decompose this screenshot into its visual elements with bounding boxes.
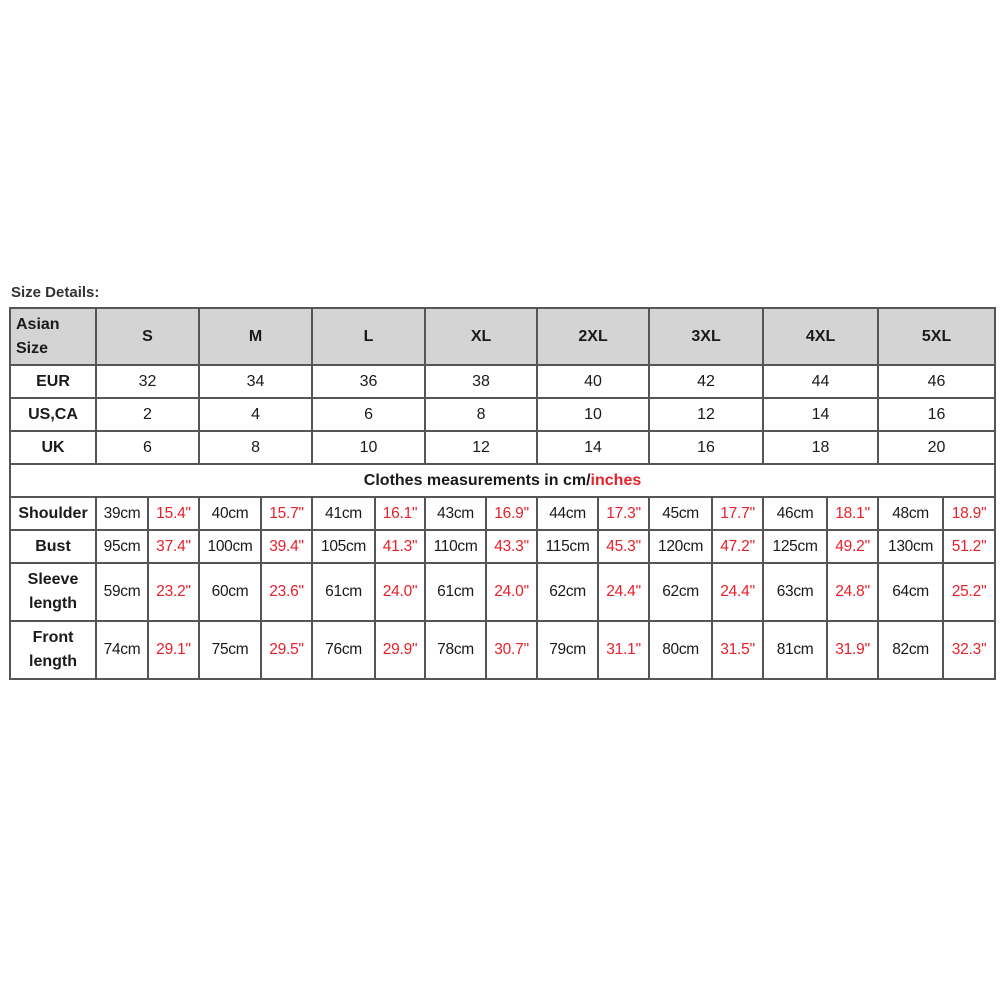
asian-size-label: Asian Size (10, 308, 96, 365)
measurement-cm: 81cm (763, 621, 827, 679)
measurement-cm: 64cm (878, 563, 943, 621)
measurement-cm: 45cm (649, 497, 712, 530)
measurement-row (10, 530, 995, 563)
conversion-label: UK (10, 431, 96, 464)
measurement-cm: 110cm (425, 530, 486, 563)
measurement-inches: 23.2" (148, 563, 199, 621)
conversion-value: 12 (425, 431, 537, 464)
measurement-cm: 79cm (537, 621, 598, 679)
conversion-value: 16 (878, 398, 995, 431)
conversion-value: 20 (878, 431, 995, 464)
measurement-inches: 24.4" (598, 563, 649, 621)
conversion-value: 14 (537, 431, 649, 464)
conversion-row (10, 398, 995, 431)
conversion-value: 38 (425, 365, 537, 398)
measurement-inches: 24.0" (486, 563, 537, 621)
size-header: M (199, 308, 312, 365)
measurement-cm: 76cm (312, 621, 375, 679)
measurement-inches: 16.1" (375, 497, 425, 530)
measurement-cm: 48cm (878, 497, 943, 530)
measurement-inches: 16.9" (486, 497, 537, 530)
measurement-inches: 23.6" (261, 563, 312, 621)
measurement-cm: 95cm (96, 530, 148, 563)
measurement-cm: 62cm (649, 563, 712, 621)
measurement-inches: 31.5" (712, 621, 763, 679)
measurement-inches: 24.0" (375, 563, 425, 621)
conversion-value: 12 (649, 398, 763, 431)
measurement-cm: 115cm (537, 530, 598, 563)
measurement-inches: 43.3" (486, 530, 537, 563)
measurement-inches: 37.4" (148, 530, 199, 563)
size-chart-body (10, 308, 995, 679)
size-header: 4XL (763, 308, 878, 365)
measurement-cm: 125cm (763, 530, 827, 563)
measurements-heading-prefix: Clothes measurements in cm/ (363, 471, 591, 489)
size-header: S (96, 308, 199, 365)
conversion-value: 44 (763, 365, 878, 398)
measurements-heading-row (10, 464, 995, 497)
measurement-row (10, 563, 995, 621)
conversion-label: EUR (10, 365, 96, 398)
measurement-cm: 61cm (312, 563, 375, 621)
measurement-cm: 82cm (878, 621, 943, 679)
measurement-inches: 31.9" (827, 621, 878, 679)
measurement-row (10, 621, 995, 679)
conversion-value: 46 (878, 365, 995, 398)
measurement-inches: 47.2" (712, 530, 763, 563)
size-header: 5XL (878, 308, 995, 365)
measurements-heading-unit: inches (590, 471, 642, 489)
measurement-inches: 30.7" (486, 621, 537, 679)
conversion-value: 10 (312, 431, 425, 464)
conversion-value: 32 (96, 365, 199, 398)
conversion-value: 16 (649, 431, 763, 464)
measurement-inches: 18.1" (827, 497, 878, 530)
conversion-value: 8 (425, 398, 537, 431)
measurement-inches: 17.3" (598, 497, 649, 530)
measurement-label: Front length (10, 621, 96, 679)
measurement-inches: 31.1" (598, 621, 649, 679)
measurement-inches: 29.1" (148, 621, 199, 679)
measurement-cm: 40cm (199, 497, 261, 530)
measurement-cm: 61cm (425, 563, 486, 621)
measurement-cm: 120cm (649, 530, 712, 563)
measurement-cm: 130cm (878, 530, 943, 563)
size-details-title: Size Details: (11, 284, 100, 301)
measurement-inches: 32.3" (943, 621, 995, 679)
conversion-label: US,CA (10, 398, 96, 431)
measurement-cm: 43cm (425, 497, 486, 530)
measurement-inches: 17.7" (712, 497, 763, 530)
measurement-inches: 18.9" (943, 497, 995, 530)
measurement-cm: 46cm (763, 497, 827, 530)
measurement-cm: 63cm (763, 563, 827, 621)
conversion-value: 36 (312, 365, 425, 398)
size-header: L (312, 308, 425, 365)
measurement-inches: 45.3" (598, 530, 649, 563)
measurement-row (10, 497, 995, 530)
conversion-value: 6 (312, 398, 425, 431)
measurement-label: Shoulder (10, 497, 96, 530)
measurement-inches: 39.4" (261, 530, 312, 563)
conversion-row (10, 365, 995, 398)
measurement-cm: 41cm (312, 497, 375, 530)
conversion-value: 40 (537, 365, 649, 398)
measurement-inches: 29.9" (375, 621, 425, 679)
conversion-value: 8 (199, 431, 312, 464)
measurement-inches: 15.4" (148, 497, 199, 530)
size-header: 2XL (537, 308, 649, 365)
measurement-cm: 74cm (96, 621, 148, 679)
measurement-inches: 15.7" (261, 497, 312, 530)
conversion-value: 6 (96, 431, 199, 464)
conversion-value: 2 (96, 398, 199, 431)
measurement-label: Sleeve length (10, 563, 96, 621)
measurement-cm: 39cm (96, 497, 148, 530)
measurement-cm: 105cm (312, 530, 375, 563)
header-row (10, 308, 995, 365)
conversion-value: 42 (649, 365, 763, 398)
measurement-cm: 75cm (199, 621, 261, 679)
measurement-inches: 24.8" (827, 563, 878, 621)
measurement-cm: 62cm (537, 563, 598, 621)
conversion-value: 10 (537, 398, 649, 431)
measurement-cm: 80cm (649, 621, 712, 679)
measurement-label: Bust (10, 530, 96, 563)
measurement-cm: 100cm (199, 530, 261, 563)
measurement-inches: 51.2" (943, 530, 995, 563)
conversion-value: 4 (199, 398, 312, 431)
size-header: XL (425, 308, 537, 365)
measurement-cm: 59cm (96, 563, 148, 621)
measurement-cm: 78cm (425, 621, 486, 679)
measurement-cm: 60cm (199, 563, 261, 621)
conversion-value: 34 (199, 365, 312, 398)
size-header: 3XL (649, 308, 763, 365)
measurement-inches: 49.2" (827, 530, 878, 563)
conversion-value: 14 (763, 398, 878, 431)
measurement-inches: 29.5" (261, 621, 312, 679)
measurement-inches: 25.2" (943, 563, 995, 621)
conversion-row (10, 431, 995, 464)
measurement-cm: 44cm (537, 497, 598, 530)
conversion-value: 18 (763, 431, 878, 464)
size-chart-table (9, 307, 996, 680)
measurement-inches: 24.4" (712, 563, 763, 621)
measurements-heading (10, 464, 995, 497)
measurement-inches: 41.3" (375, 530, 425, 563)
